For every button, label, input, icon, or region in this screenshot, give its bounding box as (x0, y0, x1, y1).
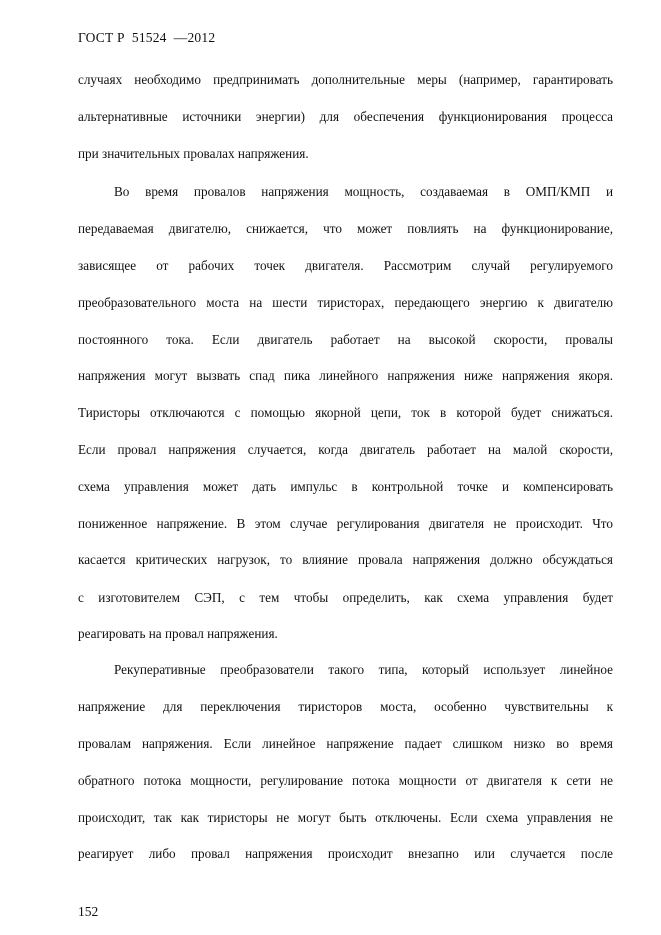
body-text-line: пониженное напряжение. В этом случае регулирования двигателя не происходит. Что (78, 516, 613, 531)
body-text-line: реагирует либо провал напряжения происходит внезапно или случается после (78, 846, 613, 861)
body-text-line: передаваемая двигателю, снижается, что может повлиять на функционирование, (78, 221, 613, 236)
body-text-line: напряжение для переключения тиристоров моста, особенно чувствительны к (78, 699, 613, 714)
body-text-line: при значительных провалах напряжения. (78, 146, 309, 161)
body-text-line: альтернативные источники энергии) для обеспечения функционирования процесса (78, 109, 613, 124)
document-header: ГОСТ Р 51524 —2012 (78, 30, 216, 45)
body-text-line: Если провал напряжения случается, когда двигатель работает на малой скорости, (78, 442, 613, 457)
body-text-line: зависящее от рабочих точек двигателя. Рассмотрим случай регулируемого (78, 258, 613, 273)
body-text-line: Тиристоры отключаются с помощью якорной цепи, ток в которой будет снижаться. (78, 405, 613, 420)
body-text-line: провалам напряжения. Если линейное напряжение падает слишком низко во время (78, 736, 613, 751)
body-text-line: реагировать на провал напряжения. (78, 626, 278, 641)
paragraph-first-line: Рекуперативные преобразователи такого типа, который использует линейное (114, 662, 613, 677)
page-number: 152 (78, 904, 99, 919)
body-text-line: происходит, так как тиристоры не могут быть отключены. Если схема управления не (78, 810, 613, 825)
body-text-line: с изготовителем СЭП, с тем чтобы определить, как схема управления будет (78, 590, 613, 605)
body-text-line: касается критических нагрузок, то влияние провала напряжения должно обсуждаться (78, 552, 613, 567)
body-text-line: обратного потока мощности, регулирование потока мощности от двигателя к сети не (78, 773, 613, 788)
body-text-line: преобразовательного моста на шести тиристорах, передающего энергию к двигателю (78, 295, 613, 310)
body-text-line: постоянного тока. Если двигатель работает на высокой скорости, провалы (78, 332, 613, 347)
body-text-line: напряжения могут вызвать спад пика линейного напряжения ниже напряжения якоря. (78, 368, 613, 383)
body-text-line: случаях необходимо предпринимать дополнительные меры (например, гарантировать (78, 72, 613, 87)
body-text-line: схема управления может дать импульс в контрольной точке и компенсировать (78, 479, 613, 494)
paragraph-first-line: Во время провалов напряжения мощность, создаваемая в ОМП/КМП и (114, 184, 613, 199)
